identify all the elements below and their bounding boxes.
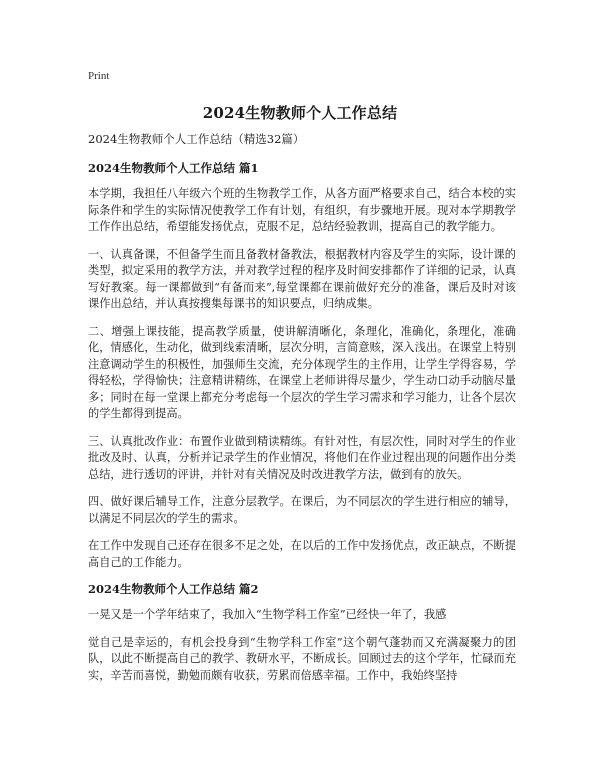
page-title: 2024生物教师个人工作总结 <box>202 104 398 122</box>
print-link[interactable]: Print <box>88 70 110 82</box>
section1-paragraph-5: 四、做好课后辅导工作，注意分层教学。在课后，为不同层次的学生进行相应的辅导，以满足不同层次的学生的需求。 <box>88 495 516 525</box>
section2-paragraph-2: 觉自己是幸运的，有机会投身到“生物学科工作室”这个朝气蓬勃而又充满凝聚力的团队，以此不断提高自己的教学、教研水平，不断成长。回顾过去的这个学年，忙碌而充实，辛苦而喜悦，勤勉而颇有收获，劳累而倍感幸福。工作中，我始终坚持 <box>88 635 516 682</box>
section1-paragraph-3: 二、增强上课技能，提高教学质量，使讲解清晰化，条理化，准确化，条理化，准确化，情感化，生动化，做到线索清晰，层次分明，言简意赅，深入浅出。在课堂上特别注意调动学生的积极性，加强师生交流，充分体现学生的主作用，让学生学得容易，学得轻松，学得愉快；注意精讲精练，在课堂上老师讲得尽量少，学生动口动手动脑尽量多；同时在每一堂课上都充分考虑每一个层次的学生学习需求和学习能力，让各个层次的学生都得到提高。 <box>88 324 516 420</box>
document-body <box>88 132 516 695</box>
section2-paragraph-1: 一晃又是一个学年结束了，我加入“生物学科工作室”已经快一年了，我感 <box>88 608 447 621</box>
document-subtitle: 2024生物教师个人工作总结（精选32篇） <box>88 132 305 146</box>
section1-paragraph-6: 在工作中发现自己还存在很多不足之处，在以后的工作中发扬优点，改正缺点，不断提高自己的工作能力。 <box>88 539 516 569</box>
section1-paragraph-2: 一、认真备课，不但备学生而且备教材备教法，根据教材内容及学生的实际，设计课的类型，拟定采用的教学方法，并对教学过程的程序及时间安排都作了详细的记录，认真写好教案。每一课都做到“有备而来”,每堂课都在课前做好充分的准备，课后及时对该课作出总结，并认真按搜集每课书的知识要点，归纳成集。 <box>88 247 516 310</box>
section1-paragraph-1: 本学期，我担任八年级六个班的生物教学工作，从各方面严格要求自己，结合本校的实际条件和学生的实际情况使教学工作有计划，有组织，有步骤地开展。现对本学期教学工作作出总结，希望能发扬优点，克服不足，总结经验教训，提高自己的教学能力。 <box>88 187 516 233</box>
section1-paragraph-4: 三、认真批改作业：布置作业做到精读精练。有针对性，有层次性，同时对学生的作业批改及时、认真，分析并记录学生的作业情况，将他们在作业过程出现的问题作出分类总结，进行透切的评讲，并针对有关情况及时改进教学方法，做到有的放矢。 <box>88 434 516 481</box>
section-heading-1: 2024生物教师个人工作总结 篇1 <box>88 161 259 175</box>
section-heading-2: 2024生物教师个人工作总结 篇2 <box>88 582 259 596</box>
